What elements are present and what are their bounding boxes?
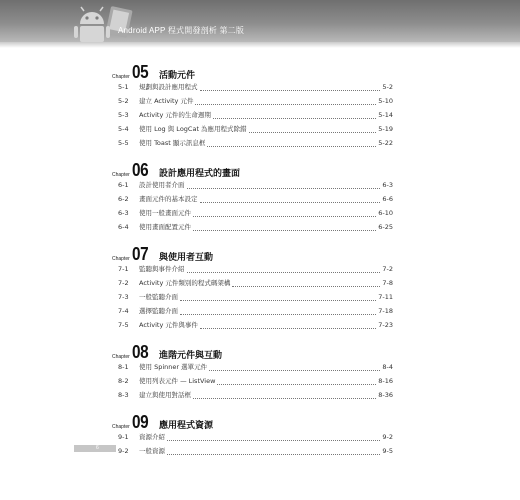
page-reference: 7-11 (378, 293, 393, 301)
android-robot-icon (72, 2, 136, 42)
page-reference: 5-14 (378, 111, 393, 119)
toc-entry[interactable] (118, 110, 393, 121)
dot-leader (167, 439, 380, 441)
dot-leader (167, 453, 380, 455)
section-number: 7-4 (118, 307, 129, 315)
section-number: 9-2 (118, 447, 129, 455)
dot-leader (232, 285, 380, 287)
section-title: 設計使用者介面 (139, 181, 185, 189)
chapter-title: 活動元件 (159, 71, 196, 81)
page-reference: 6-6 (382, 195, 393, 203)
toc-entry[interactable] (118, 264, 393, 275)
page-reference: 6-25 (378, 223, 393, 231)
section-title: 建立與使用對話框 (139, 391, 191, 399)
toc-entry[interactable] (118, 222, 393, 233)
chapter-title: 進階元件與互動 (159, 351, 223, 361)
section-number: 8-2 (118, 377, 129, 385)
toc-entry[interactable] (118, 208, 393, 219)
section-title: 使用 Toast 顯示訊息框 (139, 139, 206, 147)
page-tab (74, 445, 116, 452)
dot-leader (193, 215, 376, 217)
page-reference: 6-10 (378, 209, 393, 217)
dot-leader (200, 201, 381, 203)
page-reference: 7-8 (382, 279, 393, 287)
toc-entry[interactable] (118, 278, 393, 289)
section-title: 一般資源 (139, 447, 165, 455)
section-number: 9-1 (118, 433, 129, 441)
dot-leader (193, 397, 376, 399)
section-title: 畫面元件的基本設定 (139, 195, 198, 203)
section-number: 5-3 (118, 111, 129, 119)
section-number: 7-1 (118, 265, 129, 273)
toc-entry[interactable] (118, 362, 393, 373)
toc-entry[interactable] (118, 180, 393, 191)
section-title: 監聽與事件介紹 (139, 265, 185, 273)
page-reference: 5-10 (378, 97, 393, 105)
dot-leader (180, 299, 376, 301)
chapter-heading (112, 161, 402, 181)
toc-entry[interactable] (118, 96, 393, 107)
section-number: 8-3 (118, 391, 129, 399)
chapter-label: Chapter (112, 424, 130, 430)
dot-leader (195, 103, 376, 105)
section-number: 5-5 (118, 139, 129, 147)
toc-entry[interactable] (118, 82, 393, 93)
section-title: 選擇監聽介面 (139, 307, 178, 315)
chapter-number: 05 (132, 62, 149, 82)
section-number: 8-1 (118, 363, 129, 371)
header-fade (0, 42, 520, 48)
section-title: 使用列表元件 — ListView (139, 377, 216, 385)
section-number: 6-3 (118, 209, 129, 217)
page-reference: 5-22 (378, 139, 393, 147)
chapter-label: Chapter (112, 354, 130, 360)
chapter-heading (112, 63, 402, 83)
dot-leader (187, 187, 381, 189)
page-reference: 8-36 (378, 391, 393, 399)
section-number: 6-1 (118, 181, 129, 189)
section-title: 資源介紹 (139, 433, 165, 441)
section-number: 5-2 (118, 97, 129, 105)
page-reference: 8-4 (382, 363, 393, 371)
page-reference: 9-2 (382, 433, 393, 441)
page-reference: 5-2 (382, 83, 393, 91)
dot-leader (200, 89, 381, 91)
chapter-title: 應用程式資源 (159, 421, 214, 431)
chapter-number: 08 (132, 342, 149, 362)
chapter-number: 06 (132, 160, 149, 180)
toc-entry[interactable] (118, 138, 393, 149)
section-title: 使用一般畫面元件 (139, 209, 191, 217)
section-title: 一般監聽介面 (139, 293, 178, 301)
chapter-heading (112, 343, 402, 363)
chapter-label: Chapter (112, 172, 130, 178)
dot-leader (207, 145, 376, 147)
section-title: 使用 Log 與 LogCat 為應用程式除錯 (139, 125, 247, 133)
page-reference: 8-16 (378, 377, 393, 385)
dot-leader (217, 383, 376, 385)
section-number: 6-4 (118, 223, 129, 231)
toc-entry[interactable] (118, 124, 393, 135)
section-number: 7-2 (118, 279, 129, 287)
chapter-title: 設計應用程式的畫面 (159, 169, 241, 179)
page-reference: 9-5 (382, 447, 393, 455)
chapter-number: 09 (132, 412, 149, 432)
page-reference: 7-23 (378, 321, 393, 329)
toc-entry[interactable] (118, 390, 393, 401)
dot-leader (249, 131, 377, 133)
page-number: 6 (96, 445, 99, 451)
page-reference: 6-3 (382, 181, 393, 189)
dot-leader (213, 117, 376, 119)
toc-entry[interactable] (118, 320, 393, 331)
dot-leader (209, 369, 380, 371)
dot-leader (180, 313, 376, 315)
page-reference: 7-2 (382, 265, 393, 273)
chapter-heading (112, 413, 402, 433)
dot-leader (193, 229, 376, 231)
page-reference: 5-19 (378, 125, 393, 133)
section-title: 規劃與設計應用程式 (139, 83, 198, 91)
toc-entry[interactable] (118, 306, 393, 317)
toc-entry[interactable] (118, 292, 393, 303)
section-title: 使用畫面配置元件 (139, 223, 191, 231)
page-reference: 7-18 (378, 307, 393, 315)
section-number: 5-4 (118, 125, 129, 133)
toc-entry[interactable] (118, 446, 393, 457)
section-number: 6-2 (118, 195, 129, 203)
toc-entry[interactable] (118, 194, 393, 205)
chapter-title: 與使用者互動 (159, 253, 214, 263)
dot-leader (187, 271, 381, 273)
chapter-label: Chapter (112, 74, 130, 80)
chapter-label: Chapter (112, 256, 130, 262)
section-title: 建立 Activity 元件 (139, 97, 194, 105)
section-number: 7-5 (118, 321, 129, 329)
section-number: 7-3 (118, 293, 129, 301)
chapter-number: 07 (132, 244, 149, 264)
section-title: Activity 元件類別的程式碼架構 (139, 279, 231, 287)
toc-entry[interactable] (118, 376, 393, 387)
chapter-heading (112, 245, 402, 265)
toc-entry[interactable] (118, 432, 393, 443)
section-title: Activity 元件與事件 (139, 321, 198, 329)
section-number: 5-1 (118, 83, 129, 91)
book-title: Android APP 程式開發剖析 第二版 (118, 26, 245, 35)
section-title: 使用 Spinner 選單元件 (139, 363, 208, 371)
dot-leader (200, 327, 376, 329)
section-title: Activity 元件的生命週期 (139, 111, 211, 119)
